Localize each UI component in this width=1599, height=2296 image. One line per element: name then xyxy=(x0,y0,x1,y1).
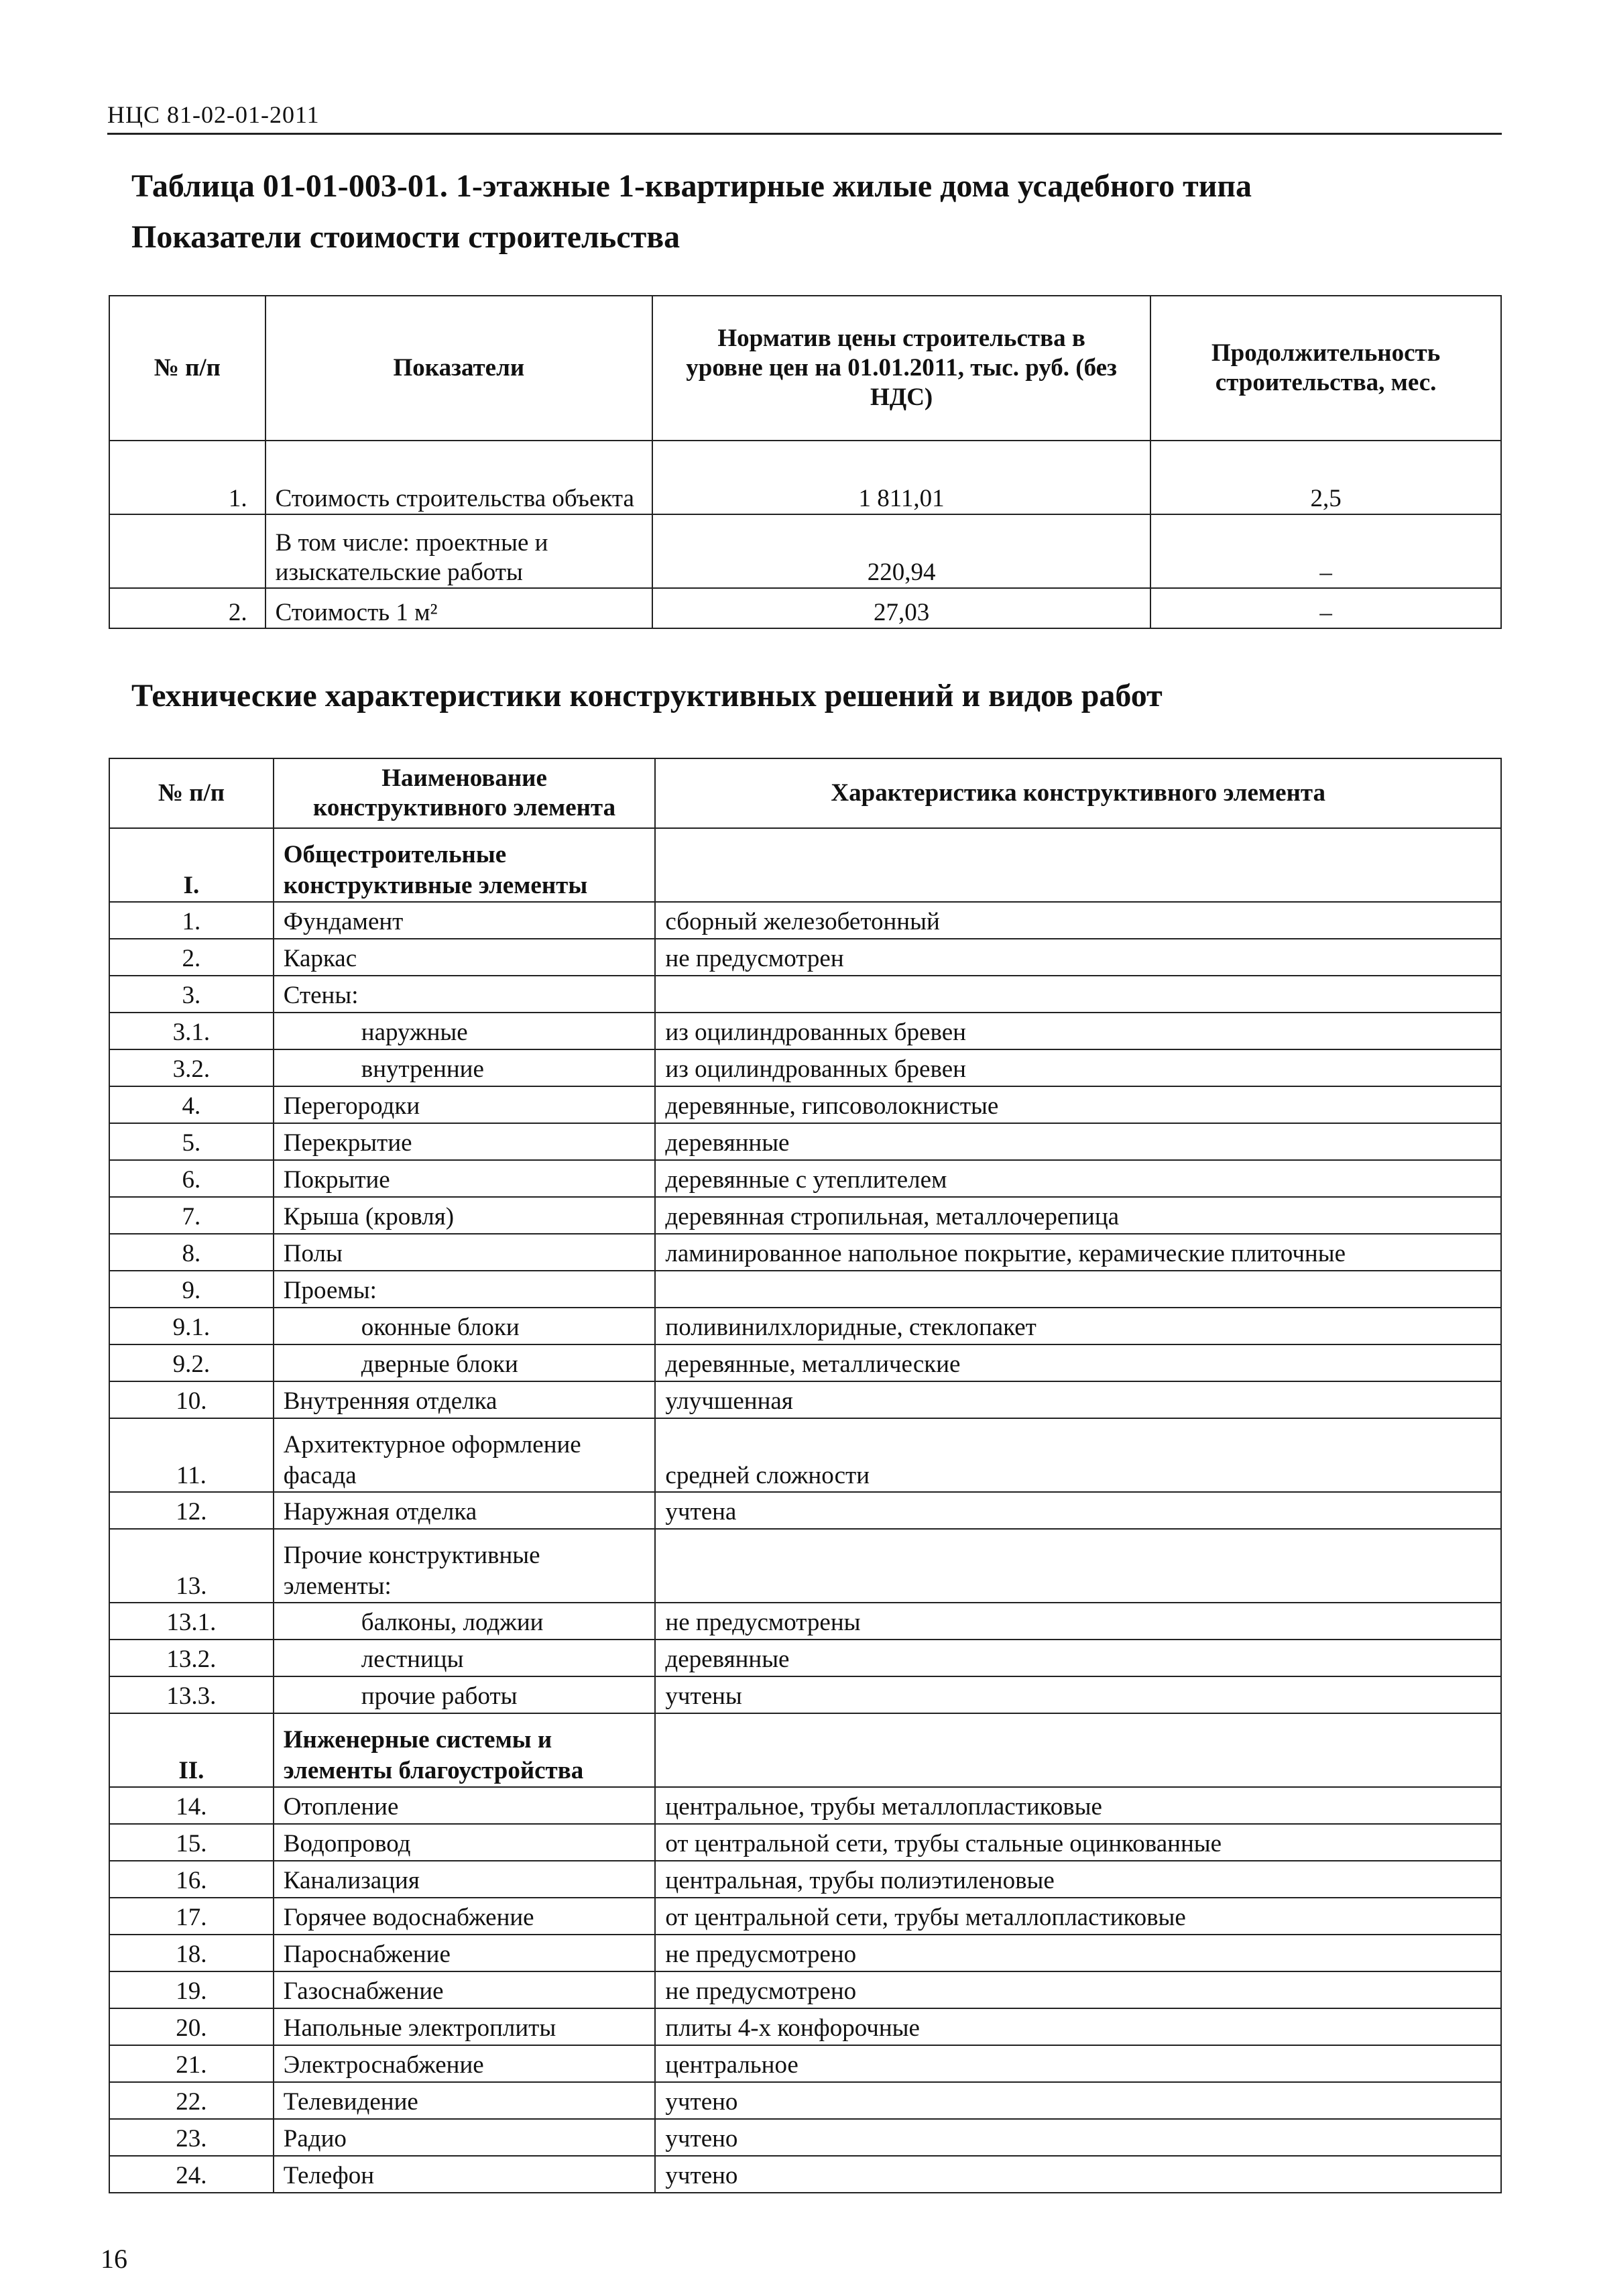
row-name: Проемы: xyxy=(274,1271,656,1308)
row-num: 3.1. xyxy=(109,1013,274,1049)
row-name: Каркас xyxy=(274,939,656,976)
row-characteristic: деревянные xyxy=(655,1640,1501,1676)
row-characteristic: деревянные с утеплителем xyxy=(655,1160,1501,1197)
cost-row-duration: – xyxy=(1150,588,1501,628)
table-row xyxy=(109,902,1501,939)
row-characteristic: деревянная стропильная, металлочерепица xyxy=(655,1197,1501,1234)
row-characteristic: учтено xyxy=(655,2082,1501,2119)
row-num: 8. xyxy=(109,1234,274,1271)
table-row xyxy=(109,939,1501,976)
row-characteristic: плиты 4-х конфорочные xyxy=(655,2008,1501,2045)
row-characteristic: улучшенная xyxy=(655,1381,1501,1418)
row-name: Наружная отделка xyxy=(274,1492,656,1529)
section-row xyxy=(109,1713,1501,1787)
row-characteristic: не предусмотрены xyxy=(655,1603,1501,1640)
row-characteristic: поливинилхлоридные, стеклопакет xyxy=(655,1308,1501,1344)
cost-row xyxy=(109,588,1501,628)
table-row xyxy=(109,1640,1501,1676)
row-name: Электроснабжение xyxy=(274,2045,656,2082)
table-row xyxy=(109,2119,1501,2156)
row-name: Канализация xyxy=(274,1861,656,1898)
table-row xyxy=(109,2156,1501,2193)
cost-row-num xyxy=(109,514,265,588)
row-name: Полы xyxy=(274,1234,656,1271)
row-characteristic: учтена xyxy=(655,1492,1501,1529)
table-row xyxy=(109,1861,1501,1898)
row-num: 13.1. xyxy=(109,1603,274,1640)
row-name: Напольные электроплиты xyxy=(274,2008,656,2045)
row-characteristic xyxy=(655,1713,1501,1787)
table-row xyxy=(109,1676,1501,1713)
cost-section-title: Показатели стоимости строительства xyxy=(131,219,680,255)
row-name: Перекрытие xyxy=(274,1123,656,1160)
row-name: Прочие конструктивные элементы: xyxy=(274,1529,656,1603)
row-num: I. xyxy=(109,828,274,902)
row-num: 22. xyxy=(109,2082,274,2119)
cost-row-indicator: Стоимость 1 м² xyxy=(265,588,652,628)
header-num: № п/п xyxy=(109,758,274,828)
row-characteristic: из оцилиндрованных бревен xyxy=(655,1013,1501,1049)
row-num: 23. xyxy=(109,2119,274,2156)
table-row xyxy=(109,1308,1501,1344)
row-characteristic xyxy=(655,976,1501,1013)
cost-row xyxy=(109,441,1501,514)
row-num: 24. xyxy=(109,2156,274,2193)
table-row xyxy=(109,1824,1501,1861)
table-row xyxy=(109,1418,1501,1492)
row-name: внутренние xyxy=(274,1049,656,1086)
row-name: Перегородки xyxy=(274,1086,656,1123)
row-num: 20. xyxy=(109,2008,274,2045)
row-num: 4. xyxy=(109,1086,274,1123)
section-row xyxy=(109,828,1501,902)
row-characteristic: центральное xyxy=(655,2045,1501,2082)
row-num: 14. xyxy=(109,1787,274,1824)
cost-row-num: 2. xyxy=(109,588,265,628)
row-name: Водопровод xyxy=(274,1824,656,1861)
cost-indicators-table xyxy=(109,295,1502,629)
cost-row-norm: 220,94 xyxy=(652,514,1150,588)
table-row xyxy=(109,1344,1501,1381)
table-row xyxy=(109,1603,1501,1640)
row-num: 11. xyxy=(109,1418,274,1492)
row-num: 15. xyxy=(109,1824,274,1861)
row-characteristic xyxy=(655,828,1501,902)
row-num: 13. xyxy=(109,1529,274,1603)
row-name: Радио xyxy=(274,2119,656,2156)
row-name: Стены: xyxy=(274,976,656,1013)
table-row xyxy=(109,1898,1501,1935)
row-name: Покрытие xyxy=(274,1160,656,1197)
row-name: Отопление xyxy=(274,1787,656,1824)
row-num: 1. xyxy=(109,902,274,939)
row-num: 16. xyxy=(109,1861,274,1898)
cost-row-indicator: В том числе: проектные и изыскательские работы xyxy=(265,514,652,588)
header-characteristic: Характеристика конструктивного элемента xyxy=(655,758,1501,828)
row-characteristic xyxy=(655,1529,1501,1603)
row-characteristic: учтено xyxy=(655,2156,1501,2193)
header-divider xyxy=(107,133,1502,135)
row-num: 9.2. xyxy=(109,1344,274,1381)
row-num: 6. xyxy=(109,1160,274,1197)
tech-section-title: Технические характеристики конструктивных решений и видов работ xyxy=(131,678,1163,713)
row-characteristic: не предусмотрено xyxy=(655,1971,1501,2008)
row-num: 13.2. xyxy=(109,1640,274,1676)
row-num: 18. xyxy=(109,1935,274,1971)
header-norm: Норматив цены строительства в уровне цен на 01.01.2011, тыс. руб. (без НДС) xyxy=(652,296,1150,441)
row-characteristic: средней сложности xyxy=(655,1418,1501,1492)
page-number: 16 xyxy=(101,2244,127,2274)
row-num: 19. xyxy=(109,1971,274,2008)
row-characteristic: сборный железобетонный xyxy=(655,902,1501,939)
row-name: Крыша (кровля) xyxy=(274,1197,656,1234)
row-num: 21. xyxy=(109,2045,274,2082)
table-row xyxy=(109,2082,1501,2119)
technical-characteristics-table xyxy=(109,758,1502,2193)
row-characteristic: деревянные, гипсоволокнистые xyxy=(655,1086,1501,1123)
cost-row xyxy=(109,514,1501,588)
row-num: 10. xyxy=(109,1381,274,1418)
table-row xyxy=(109,1197,1501,1234)
row-num: II. xyxy=(109,1713,274,1787)
row-name: Архитектурное оформление фасада xyxy=(274,1418,656,1492)
row-num: 2. xyxy=(109,939,274,976)
cost-row-duration: 2,5 xyxy=(1150,441,1501,514)
row-name: Внутренняя отделка xyxy=(274,1381,656,1418)
table-row xyxy=(109,1935,1501,1971)
row-characteristic: центральное, трубы металлопластиковые xyxy=(655,1787,1501,1824)
table-row xyxy=(109,1271,1501,1308)
row-num: 9.1. xyxy=(109,1308,274,1344)
header-indicator: Показатели xyxy=(265,296,652,441)
row-characteristic: деревянные xyxy=(655,1123,1501,1160)
row-name: Телевидение xyxy=(274,2082,656,2119)
row-num: 5. xyxy=(109,1123,274,1160)
table-row xyxy=(109,1086,1501,1123)
row-num: 9. xyxy=(109,1271,274,1308)
row-name: Горячее водоснабжение xyxy=(274,1898,656,1935)
row-num: 12. xyxy=(109,1492,274,1529)
table-row xyxy=(109,1787,1501,1824)
cost-row-norm: 27,03 xyxy=(652,588,1150,628)
table-row xyxy=(109,1381,1501,1418)
row-name: прочие работы xyxy=(274,1676,656,1713)
row-characteristic: из оцилиндрованных бревен xyxy=(655,1049,1501,1086)
cost-table-header-row xyxy=(109,296,1501,441)
row-num: 3.2. xyxy=(109,1049,274,1086)
row-name: Телефон xyxy=(274,2156,656,2193)
header-num: № п/п xyxy=(109,296,265,441)
table-row xyxy=(109,1971,1501,2008)
row-num: 17. xyxy=(109,1898,274,1935)
table-row xyxy=(109,1013,1501,1049)
table-title: Таблица 01-01-003-01. 1-этажные 1-квартирные жилые дома усадебного типа xyxy=(131,168,1252,204)
row-characteristic: не предусмотрено xyxy=(655,1935,1501,1971)
row-num: 3. xyxy=(109,976,274,1013)
cost-row-norm: 1 811,01 xyxy=(652,441,1150,514)
header-name: Наименование конструктивного элемента xyxy=(274,758,656,828)
table-row xyxy=(109,1529,1501,1603)
row-name: оконные блоки xyxy=(274,1308,656,1344)
row-characteristic: от центральной сети, трубы стальные оцинкованные xyxy=(655,1824,1501,1861)
table-row xyxy=(109,2045,1501,2082)
cost-row-indicator: Стоимость строительства объекта xyxy=(265,441,652,514)
row-name: балконы, лоджии xyxy=(274,1603,656,1640)
table-row xyxy=(109,976,1501,1013)
tech-table-header-row xyxy=(109,758,1501,828)
row-name: лестницы xyxy=(274,1640,656,1676)
table-row xyxy=(109,1123,1501,1160)
header-duration: Продолжительность строительства, мес. xyxy=(1150,296,1501,441)
row-name: Общестроительные конструктивные элементы xyxy=(274,828,656,902)
table-row xyxy=(109,2008,1501,2045)
cost-row-duration: – xyxy=(1150,514,1501,588)
row-characteristic: центральная, трубы полиэтиленовые xyxy=(655,1861,1501,1898)
row-characteristic: ламинированное напольное покрытие, керамические плиточные xyxy=(655,1234,1501,1271)
cost-row-num: 1. xyxy=(109,441,265,514)
table-row xyxy=(109,1160,1501,1197)
row-characteristic: учтены xyxy=(655,1676,1501,1713)
row-characteristic: учтено xyxy=(655,2119,1501,2156)
row-num: 7. xyxy=(109,1197,274,1234)
row-characteristic: от центральной сети, трубы металлопластиковые xyxy=(655,1898,1501,1935)
row-name: Газоснабжение xyxy=(274,1971,656,2008)
row-name: дверные блоки xyxy=(274,1344,656,1381)
table-row xyxy=(109,1492,1501,1529)
document-code: НЦС 81-02-01-2011 xyxy=(107,101,320,128)
row-characteristic: деревянные, металлические xyxy=(655,1344,1501,1381)
table-row xyxy=(109,1234,1501,1271)
row-characteristic: не предусмотрен xyxy=(655,939,1501,976)
row-characteristic xyxy=(655,1271,1501,1308)
row-num: 13.3. xyxy=(109,1676,274,1713)
row-name: наружные xyxy=(274,1013,656,1049)
row-name: Инженерные системы и элементы благоустройства xyxy=(274,1713,656,1787)
table-row xyxy=(109,1049,1501,1086)
row-name: Фундамент xyxy=(274,902,656,939)
row-name: Пароснабжение xyxy=(274,1935,656,1971)
